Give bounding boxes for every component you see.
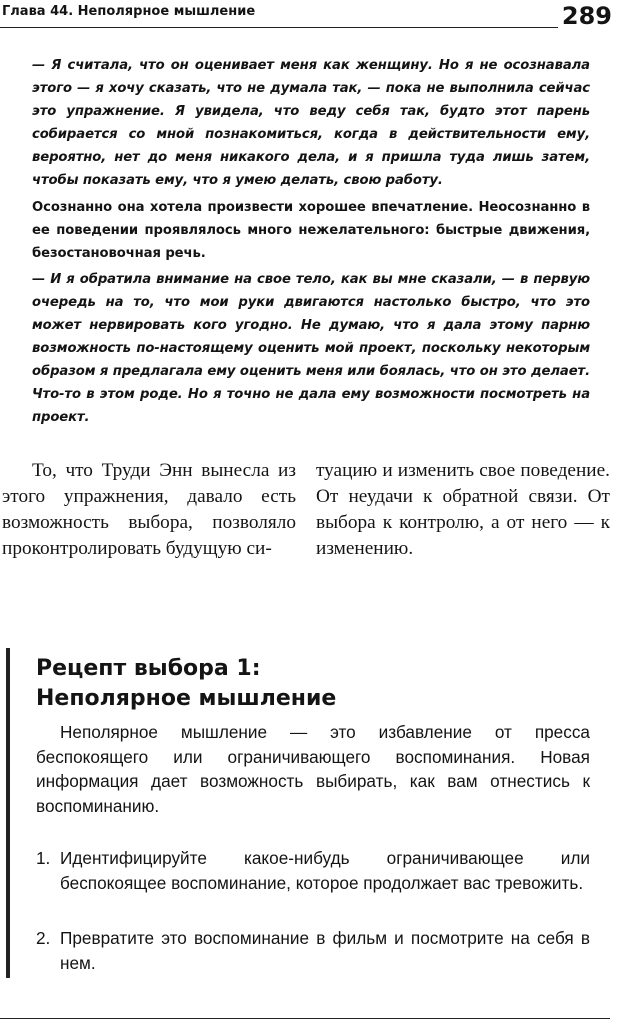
two-column-text — [2, 458, 610, 562]
header-rule — [0, 27, 558, 28]
recipe-step — [36, 926, 590, 975]
dialogue-paragraph-2: Осознанно она хотела произвести хорошее впечатление. Неосознанно в ее поведении проявлялось много нежелательного: быстрые движения, безостановочная речь. — [32, 200, 590, 261]
recipe-heading — [36, 654, 596, 714]
dialogue-paragraph-3: — И я обратила внимание на свое тело, как вы мне сказали, — в первую очередь на то, что мои руки двигаются настолько быстро, что это может нервировать кого угодно. Не думаю, что я дала этому парню возможность по-настоящему оценить мой проект, поскольку некоторым образом я предлагала ему оценить меня или боялась, что он это делает. Что-то в этом роде. Но я точно не дала ему возможности посмотреть на проект. — [32, 272, 590, 425]
dialogue-paragraph-1: — Я считала, что он оценивает меня как женщину. Но я не осознавала этого — я хочу сказать, что не думала так, — пока не выполнила сейчас это упражнение. Я увидела, что веду себя так, будто этот парень собирается со мной познакомиться, когда в действительности ему, вероятно, нет до меня никакого дела, и я пришла туда лишь затем, чтобы показать ему, что я умею делать, свою работу. — [32, 58, 590, 188]
page-number: 289 — [561, 2, 612, 30]
step-number: 1. — [36, 848, 51, 868]
column-left: То, что Труди Энн вынесла из этого упражнения, давало есть возможность выбора, позволяло проконтролировать будущую си- — [2, 460, 296, 559]
chapter-title: Глава 44. Неполярное мышление — [2, 4, 256, 19]
recipe-intro: Неполярное мышление — это избавление от пресса беспокоящего или ограничивающего воспоминания. Новая информация дает возможность выбирать, как вам отнестись к воспоминанию. — [36, 722, 590, 816]
page-header — [0, 0, 620, 34]
footer-rule — [0, 1018, 610, 1019]
recipe-heading-line1: Рецепт выбора 1: — [36, 656, 261, 681]
recipe-sidebar-bar — [6, 648, 10, 978]
recipe-step — [36, 846, 590, 895]
step-number: 2. — [36, 928, 51, 948]
step-text: Идентифицируйте какое-нибудь ограничивающее или беспокоящее воспоминание, которое продолжает вас тревожить. — [60, 848, 590, 893]
column-right: туацию и изменить свое поведение. От неудачи к обратной связи. От выбора к контролю, а от него — к изменению. — [316, 460, 610, 559]
recipe-heading-line2: Неполярное мышление — [36, 686, 337, 711]
step-text: Превратите это воспоминание в фильм и посмотрите на себя в нем. — [60, 928, 590, 973]
